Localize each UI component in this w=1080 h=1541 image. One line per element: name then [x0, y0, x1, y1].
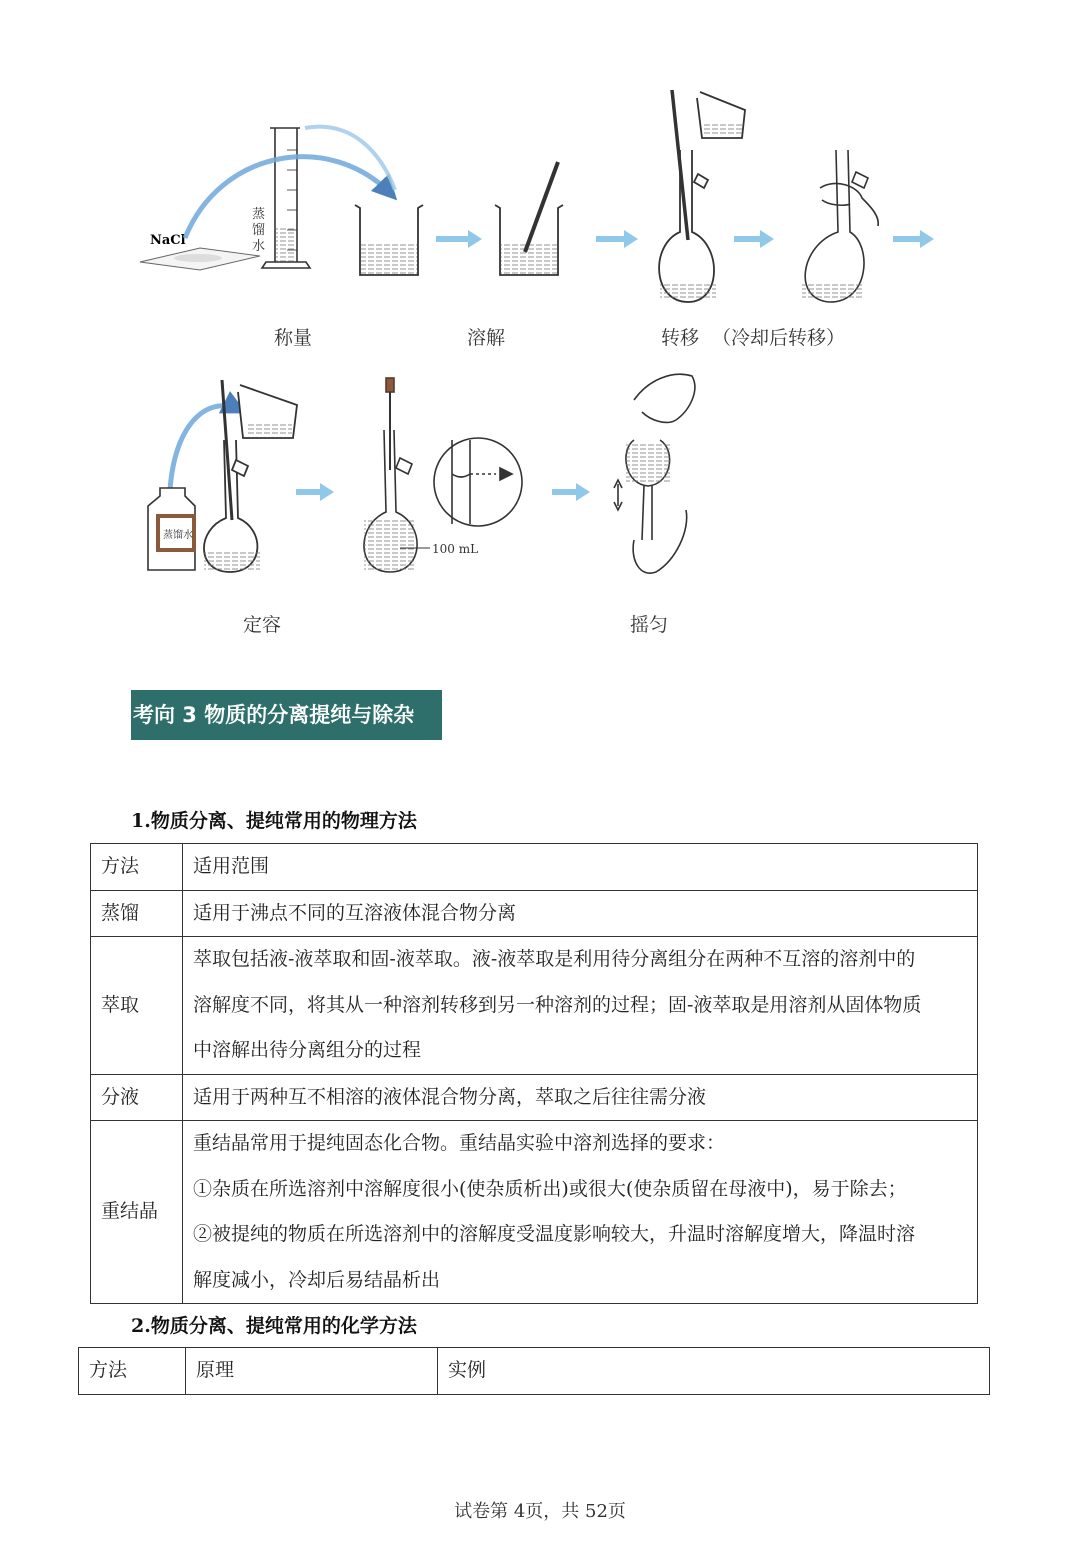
table-header-cell: 实例 [438, 1348, 990, 1395]
step-label-transfer-note: （冷却后转移） [712, 327, 846, 349]
chemical-methods-table [78, 1347, 990, 1395]
graduated-cylinder-icon [262, 128, 310, 268]
physical-methods-table [90, 843, 978, 1304]
step-label-fix-volume: 定容 [243, 614, 282, 636]
flask-in-hand-icon [802, 150, 878, 302]
step-label-shake: 摇匀 [630, 614, 669, 636]
nacl-label: NaCl [150, 233, 186, 248]
scope-cell: 适用于沸点不同的互溶液体混合物分离 [183, 890, 978, 937]
volumetric-flask-icon [204, 380, 297, 572]
table-row [91, 844, 978, 891]
water-vertical-label: 蒸馏水 [252, 207, 266, 254]
flow-arrow-icon [296, 483, 334, 501]
dropper-flask-icon [364, 378, 430, 572]
table-header-cell: 方法 [79, 1348, 186, 1395]
method-cell: 萃取 [91, 937, 183, 1075]
step-label-dissolve: 溶解 [467, 327, 506, 349]
volumetric-flask-icon [658, 90, 745, 302]
table-header-cell: 方法 [91, 844, 183, 891]
method-cell: 分液 [91, 1074, 183, 1121]
page-footer: 试卷第 4页，共 52页 [454, 1501, 626, 1522]
stirring-beaker-icon [495, 162, 563, 275]
inverted-flask-icon [614, 374, 695, 573]
table-header-cell: 适用范围 [183, 844, 978, 891]
step-label-weigh: 称量 [274, 327, 313, 349]
weighing-paper-icon [140, 233, 260, 270]
table-row [91, 1074, 978, 1121]
table1-heading: 1.物质分离、提纯常用的物理方法 [131, 810, 417, 832]
scope-cell: 适用于两种互不相溶的液体混合物分离，萃取之后往往需分液 [183, 1074, 978, 1121]
table2-heading: 2.物质分离、提纯常用的化学方法 [131, 1315, 417, 1337]
reagent-bottle-icon [148, 488, 195, 570]
volume-mark-label: 100 mL [432, 542, 479, 556]
flow-arrow-icon [436, 230, 482, 248]
method-cell: 重结晶 [91, 1121, 183, 1304]
scope-cell: 萃取包括液-液萃取和固-液萃取。液-液萃取是利用待分离组分在两种不互溶的溶剂中的 溶解度不同，将其从一种溶剂转移到另一种溶剂的过程；固-液萃取是用溶剂从固体物质 中溶解出待分离组分的过程 [183, 937, 978, 1075]
flow-arrow-icon [552, 483, 590, 501]
table-row [91, 890, 978, 937]
bottle-water-label: 蒸馏水 [163, 530, 193, 541]
table-row [91, 1121, 978, 1304]
table-row [91, 937, 978, 1075]
procedure-figure [0, 0, 1080, 660]
section-banner: 考向 3 物质的分离提纯与除杂 [131, 690, 442, 740]
table-header-cell: 原理 [186, 1348, 438, 1395]
beaker-icon [355, 205, 423, 275]
step-label-transfer: 转移 [661, 327, 700, 349]
table-row [79, 1348, 990, 1395]
scope-cell: 重结晶常用于提纯固态化合物。重结晶实验中溶剂选择的要求： ①杂质在所选溶剂中溶解度很小(使杂质析出)或很大(使杂质留在母液中)，易于除去； ②被提纯的物质在所选溶剂中的溶解度受温度影响较大，升温时溶解度增大，降温时溶 解度减小，冷却后易结晶析出 [183, 1121, 978, 1304]
transfer-curve-icon [185, 157, 392, 238]
flow-arrow-icon [893, 230, 934, 248]
meniscus-magnifier-icon [434, 438, 522, 526]
flow-arrow-icon [734, 230, 774, 248]
flow-arrow-icon [596, 230, 638, 248]
method-cell: 蒸馏 [91, 890, 183, 937]
